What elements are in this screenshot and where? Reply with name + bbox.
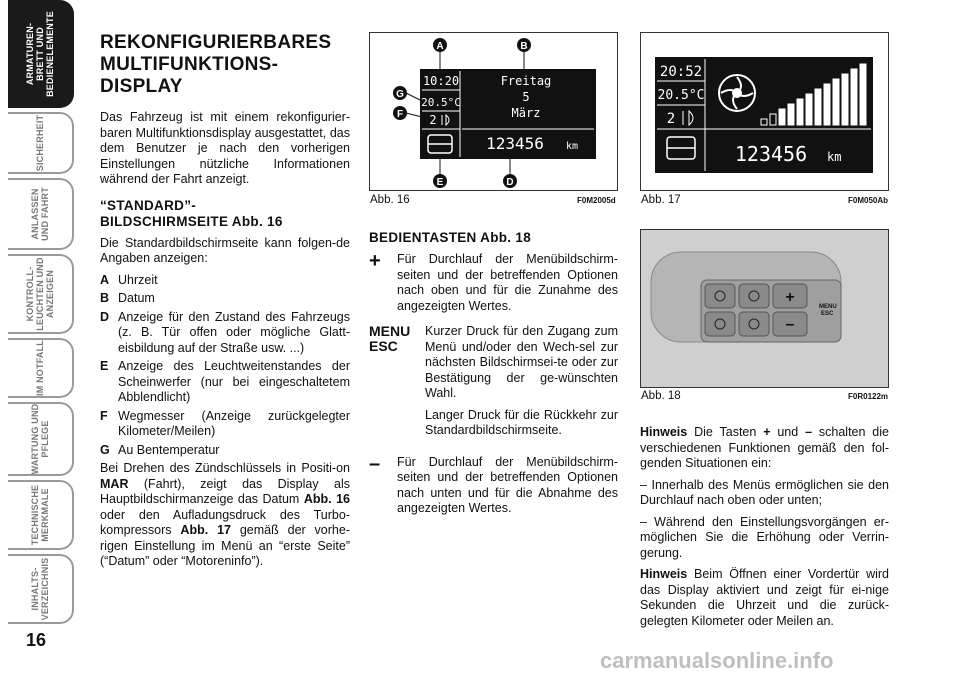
column-1 bbox=[100, 32, 350, 576]
text-run-bold: – bbox=[805, 425, 813, 439]
text-run-bold: + bbox=[763, 425, 771, 439]
note-label: Hinweis bbox=[640, 425, 688, 439]
item-key: G bbox=[100, 442, 110, 457]
controls-heading: BEDIENTASTEN Abb. 18 bbox=[369, 230, 532, 245]
chapter-sidebar bbox=[0, 0, 80, 678]
figure-17-caption: Abb. 17 bbox=[641, 194, 681, 206]
clock-text: 10:20 bbox=[422, 74, 460, 88]
figure-16-caption: Abb. 16 bbox=[370, 194, 410, 206]
figure-16-code: F0M2005d bbox=[577, 196, 616, 205]
item-text: Datum bbox=[118, 291, 155, 305]
text-run: Beim Öffnen einer Vordertür wird das Display aktiviert und zeigt für ei-nige Sekunden die Uhrzeit und die zurück-gelegten Kilometer oder Meilen an. bbox=[640, 567, 889, 628]
menu-label: MENU bbox=[819, 304, 837, 310]
tab-label: WARTUNG UND PFLEGE bbox=[30, 403, 50, 475]
list-item bbox=[100, 443, 350, 459]
tab-sicherheit[interactable] bbox=[8, 112, 74, 174]
callout-d bbox=[503, 174, 517, 188]
lead-paragraph: Die Standardbildschirmseite kann folgen-de Angaben anzeigen: bbox=[100, 235, 350, 265]
tab-label: IM NOTFALL bbox=[35, 340, 45, 396]
list-item bbox=[100, 273, 350, 289]
boost-bar bbox=[761, 119, 767, 125]
control-text: Für Durchlauf der Menübildschirm-seiten und der betreffenden Optionen nach unten und für die Abnahme des angezeigten Wertes. bbox=[397, 454, 618, 515]
item-key: E bbox=[100, 359, 109, 373]
callout-a bbox=[433, 38, 447, 52]
callout-g-label: G bbox=[396, 89, 404, 100]
boost-bar bbox=[779, 109, 785, 125]
callout-g bbox=[393, 86, 407, 100]
boost-bar bbox=[815, 89, 821, 125]
odometer-unit-text: km bbox=[827, 150, 842, 164]
headlight-button[interactable] bbox=[739, 284, 769, 308]
control-menu-esc bbox=[369, 324, 618, 445]
boost-bar bbox=[770, 114, 776, 125]
watermark: carmanualsonline.info bbox=[600, 648, 834, 673]
control-text: Langer Druck für die Rückkehr zur Standardbildschirmseite. bbox=[425, 407, 618, 437]
turbo-screen-diagram bbox=[641, 33, 888, 190]
bullet-1: – Innerhalb des Menüs ermöglichen sie den Durchlauf nach oben oder unten; bbox=[640, 477, 889, 507]
tab-label: KONTROLL- LEUCHTEN UND ANZEIGEN bbox=[25, 257, 55, 331]
minus-symbol: – bbox=[369, 452, 381, 475]
item-text: Anzeige des Leuchtweitenstandes der Scheinwerfer (nur bei eingeschaltetem Abblendlicht) bbox=[118, 359, 350, 404]
text-run: schalten die verschiedenen Funktionen gemäß den fol-genden Situationen ein: bbox=[640, 425, 889, 470]
plus-symbol: + bbox=[369, 250, 381, 272]
item-key: B bbox=[100, 291, 110, 305]
list-item bbox=[100, 291, 350, 307]
list-item bbox=[100, 310, 350, 357]
callout-e bbox=[433, 174, 447, 188]
standard-screen-diagram bbox=[370, 33, 617, 190]
odometer-text: 123456 bbox=[486, 134, 544, 153]
tab-label: ANLASSEN UND FAHRT bbox=[30, 187, 50, 241]
list-item bbox=[100, 409, 350, 440]
odometer-unit-text: km bbox=[566, 141, 579, 152]
boost-bar bbox=[788, 104, 794, 125]
headlight-level-text: 2 bbox=[429, 113, 437, 127]
boost-bar bbox=[842, 74, 848, 125]
tab-technische-merkmale[interactable] bbox=[8, 480, 74, 550]
control-panel-photo bbox=[641, 230, 888, 387]
text-run: (Fahrt), zeigt das Display als Hauptbildschirmanzeige das Datum bbox=[100, 476, 350, 506]
standard-screen-heading: “STANDARD”- BILDSCHIRMSEITE Abb. 16 bbox=[100, 197, 283, 229]
boost-bar bbox=[860, 64, 866, 125]
tab-label: SICHERHEIT bbox=[35, 114, 45, 172]
boost-bar bbox=[806, 94, 812, 125]
item-key: A bbox=[100, 272, 110, 287]
minus-label: – bbox=[785, 316, 795, 333]
intro-paragraph: Das Fahrzeug ist mit einem rekonfigurier-baren Multifunktionsdisplay ausgestattet, das dem Benutzer je nach den vorherigen Einstellungen nützliche Informationen während der Fahrt anzeigt. bbox=[100, 110, 350, 186]
control-text: Für Durchlauf der Menübildschirm-seiten und der betreffenden Optionen nach oben und für die Zunahme des angezeigten Wertes. bbox=[397, 252, 618, 313]
text-run-bold: Abb. 17 bbox=[180, 523, 231, 537]
boost-bar bbox=[833, 79, 839, 125]
note-label: Hinweis bbox=[640, 567, 688, 581]
beam-button[interactable] bbox=[739, 312, 769, 336]
list-item bbox=[100, 359, 350, 406]
figure-18 bbox=[640, 229, 889, 388]
column-2 bbox=[369, 230, 618, 527]
clock-text: 20:52 bbox=[659, 64, 703, 80]
item-text: Uhrzeit bbox=[118, 272, 158, 287]
callout-b bbox=[517, 38, 531, 52]
tab-kontrollleuchten[interactable] bbox=[8, 254, 74, 334]
callout-b-label: B bbox=[520, 41, 528, 52]
callout-d-label: D bbox=[506, 177, 514, 188]
figure-18-caption: Abb. 18 bbox=[641, 390, 681, 402]
tab-armaturenbrett[interactable] bbox=[8, 0, 74, 108]
callout-a-label: A bbox=[436, 41, 444, 52]
text-run: Die Tasten bbox=[687, 425, 764, 439]
text-run: und bbox=[770, 425, 806, 439]
text-run: oder den Aufladungsdruck des Turbo-kompressors bbox=[100, 507, 350, 537]
tab-wartung[interactable] bbox=[8, 402, 74, 476]
boost-bar bbox=[824, 84, 830, 125]
tab-inhaltsverzeichnis[interactable] bbox=[8, 554, 74, 624]
column-3 bbox=[640, 425, 889, 635]
text-run-bold: MAR bbox=[100, 476, 129, 491]
text-run: gemäß der vorhe-rigen Einstellung im Menü an “erste Seite” (“Datum” oder “Motoreninfo”). bbox=[100, 523, 350, 568]
item-text: Au Bentemperatur bbox=[118, 442, 220, 457]
fog-light-button[interactable] bbox=[705, 284, 735, 308]
control-text: Kurzer Druck für den Zugang zum Menü und/oder den Wech-sel zur nächsten Bildschirmsei-te oder zur Bestätigung der ge-wünschten Wahl. bbox=[425, 324, 618, 400]
page-number: 16 bbox=[26, 630, 47, 650]
month-text: März bbox=[511, 106, 541, 120]
text-run-bold: Abb. 16 bbox=[303, 492, 351, 506]
callout-f-label: F bbox=[396, 109, 404, 120]
esc-label: ESC bbox=[821, 311, 834, 317]
menu-esc-symbol: MENU ESC bbox=[369, 323, 411, 354]
legend-list bbox=[100, 273, 350, 459]
odometer-text: 123456 bbox=[734, 142, 808, 166]
figure-16 bbox=[369, 32, 618, 191]
control-text-group bbox=[425, 324, 618, 445]
item-key: F bbox=[100, 408, 108, 423]
boost-bar bbox=[797, 99, 803, 125]
note-2 bbox=[640, 567, 889, 629]
bullet-2: – Während den Einstellungsvorgängen er-möglichen Sie die Erhöhung oder Verrin-gerung. bbox=[640, 514, 889, 560]
item-text: Anzeige für den Zustand des Fahrzeugs (z. B. Tür offen oder mögliche Glatt-eisbildung auf der Straße usw. ...) bbox=[118, 309, 350, 355]
item-text: Wegmesser (Anzeige zurückgelegter Kilometer/Meilen) bbox=[118, 408, 350, 438]
figure-18-code: F0R0122m bbox=[848, 392, 889, 401]
tab-anlassen[interactable] bbox=[8, 178, 74, 250]
boost-bar bbox=[851, 69, 857, 125]
tab-label: ARMATUREN- BRETT UND BEDIENELEMENTE bbox=[25, 11, 55, 97]
control-minus bbox=[369, 452, 618, 517]
tab-label: TECHNISCHE MERKMALE bbox=[30, 484, 50, 546]
note-1 bbox=[640, 425, 889, 472]
control-plus bbox=[369, 252, 618, 314]
figure-17 bbox=[640, 32, 889, 191]
tab-label: INHALTS- VERZEICHNIS bbox=[30, 557, 50, 621]
headlight-level-text: 2 bbox=[666, 111, 676, 127]
plus-label: + bbox=[785, 289, 795, 306]
rear-fog-button[interactable] bbox=[705, 312, 735, 336]
date-number-text: 5 bbox=[522, 90, 530, 104]
day-text: Freitag bbox=[500, 74, 552, 88]
figure-17-code: F0M050Ab bbox=[848, 196, 889, 205]
page-title: REKONFIGURIERBARES MULTIFUNKTIONS- DISPLAY bbox=[100, 32, 332, 97]
text-run: Bei Drehen des Zündschlüssels in Positi-on bbox=[100, 461, 350, 475]
callout-e-label: E bbox=[436, 177, 444, 188]
temperature-text: 20.5°C bbox=[657, 88, 705, 103]
callout-f bbox=[393, 106, 407, 120]
outro-paragraph bbox=[100, 461, 350, 570]
temperature-text: 20.5°C bbox=[421, 96, 461, 109]
tab-im-notfall[interactable] bbox=[8, 338, 74, 398]
item-key: D bbox=[100, 309, 110, 324]
